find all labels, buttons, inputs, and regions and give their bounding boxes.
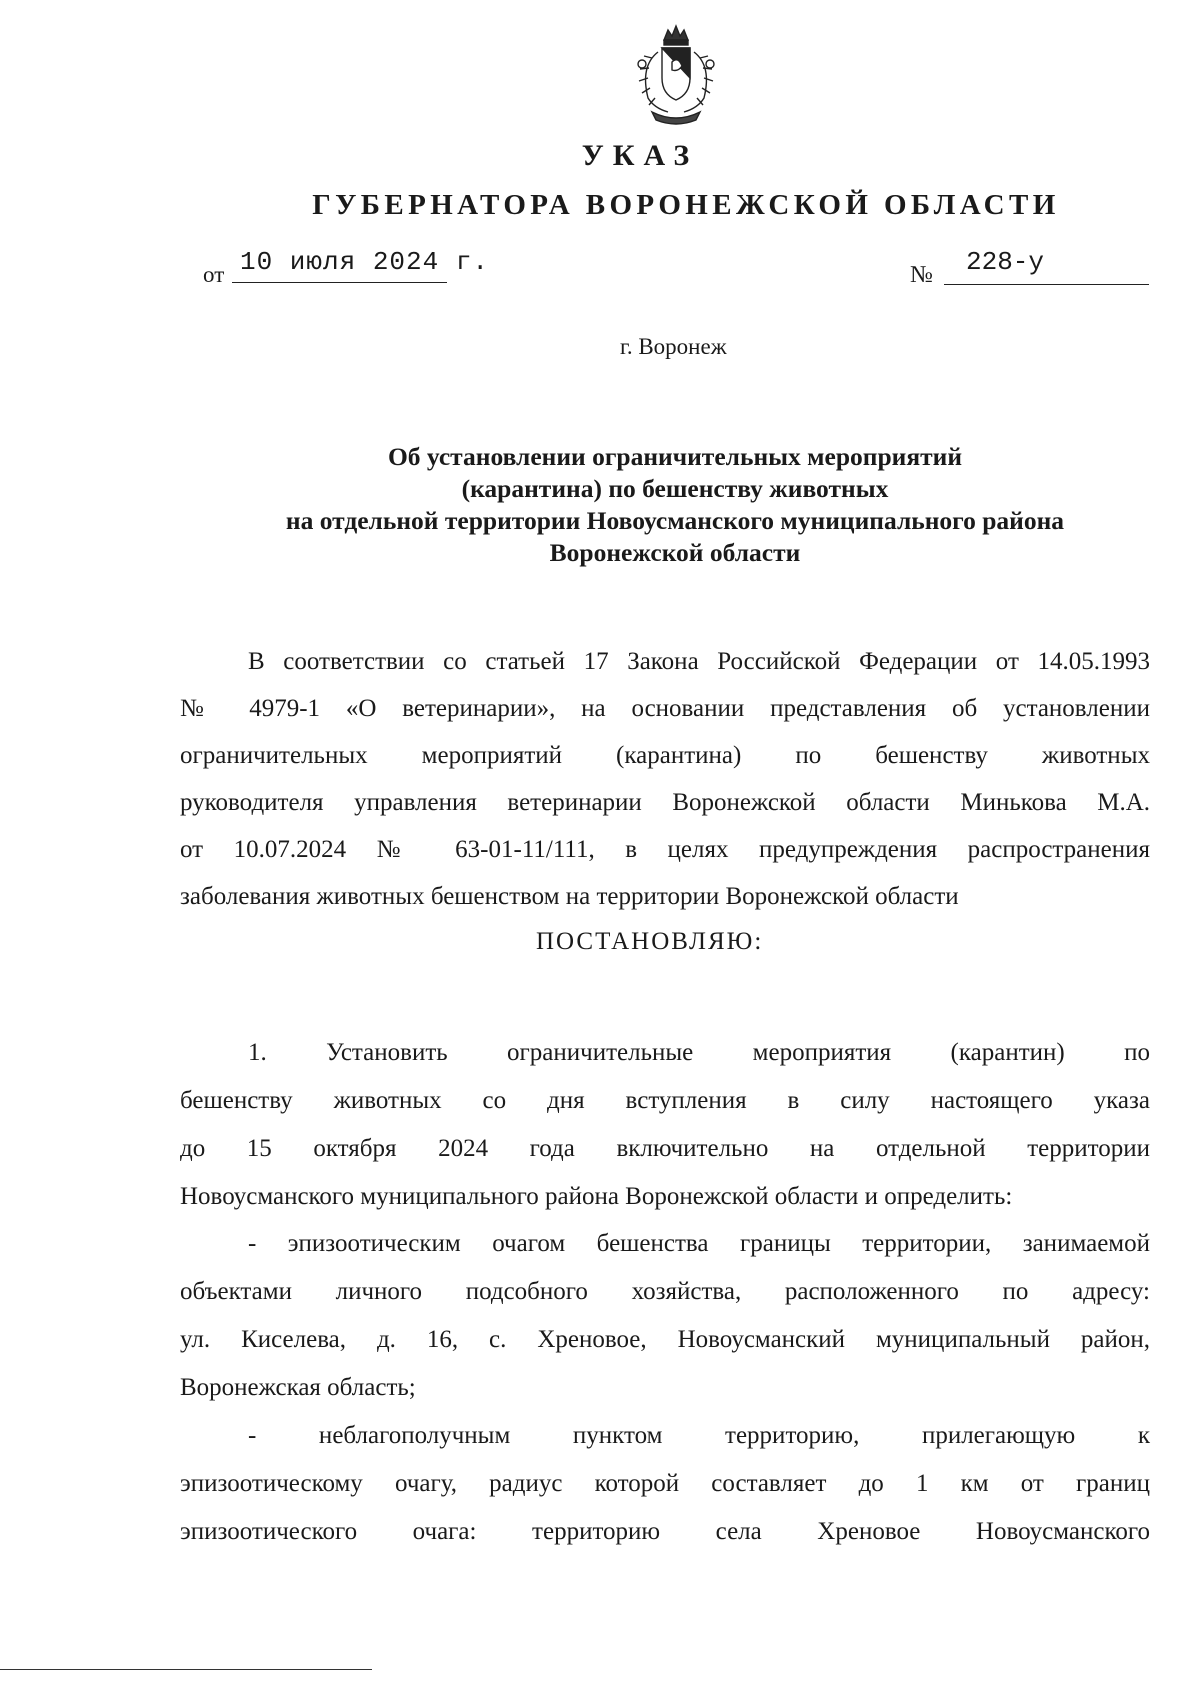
subject-line: на отдельной территории Новоусманского муниципального района <box>285 506 1065 535</box>
preamble-line: заболевания животных бешенством на территории Воронежской области <box>180 883 959 910</box>
subject-line: (карантина) по бешенству животных <box>461 474 889 503</box>
decree-subject <box>200 441 1150 569</box>
preamble-line: № 4979-1 «О ветеринарии», на основании представления об установлении <box>180 695 1150 722</box>
date-underline <box>232 282 447 283</box>
preamble-line: ограничительных мероприятий (карантина) по бешенству животных <box>180 742 1150 769</box>
decree-word: ПОСТАНОВЛЯЮ: <box>536 928 764 955</box>
decree-date: 10 июля 2024 г. <box>240 247 490 277</box>
issuer-title: ГУБЕРНАТОРА ВОРОНЕЖСКОЙ ОБЛАСТИ <box>312 189 1060 221</box>
number-prefix: № <box>910 262 933 288</box>
coat-of-arms-icon <box>622 22 730 126</box>
subject-line: Об установлении ограничительных мероприятий <box>387 442 963 471</box>
bullet-line: эпизоотическому очагу, радиус которой составляет до 1 км от границ <box>180 1470 1150 1497</box>
decree-number: 228-у <box>966 247 1045 277</box>
item-line: бешенству животных со дня вступления в силу настоящего указа <box>180 1087 1150 1114</box>
footer-rule <box>0 1669 372 1670</box>
bullet-line: - эпизоотическим очагом бешенства границы территории, занимаемой <box>248 1230 1150 1257</box>
issue-city: г. Воронеж <box>620 334 727 359</box>
bullet-line: эпизоотического очага: территорию села Хреновое Новоусманского <box>180 1518 1150 1545</box>
bullet-line: объектами личного подсобного хозяйства, расположенного по адресу: <box>180 1278 1150 1305</box>
preamble-line: руководителя управления ветеринарии Воронежской области Минькова М.А. <box>180 789 1150 816</box>
document-type-title: УКАЗ <box>581 139 699 172</box>
number-underline <box>944 284 1149 285</box>
date-prefix: от <box>203 262 225 287</box>
preamble-line: В соответствии со статьей 17 Закона Российской Федерации от 14.05.1993 <box>248 648 1150 675</box>
bullet-line: Воронежская область; <box>180 1374 416 1401</box>
item-line: до 15 октября 2024 года включительно на отдельной территории <box>180 1135 1150 1162</box>
bullet-line: ул. Киселева, д. 16, с. Хреновое, Новоусманский муниципальный район, <box>180 1326 1150 1353</box>
item-line: 1. Установить ограничительные мероприятия (карантин) по <box>248 1039 1150 1066</box>
bullet-line: - неблагополучным пунктом территорию, прилегающую к <box>248 1422 1150 1449</box>
item-line: Новоусманского муниципального района Воронежской области и определить: <box>180 1183 1013 1210</box>
subject-line: Воронежской области <box>549 538 801 567</box>
preamble-line: от 10.07.2024 № 63-01-11/111, в целях предупреждения распространения <box>180 836 1150 863</box>
